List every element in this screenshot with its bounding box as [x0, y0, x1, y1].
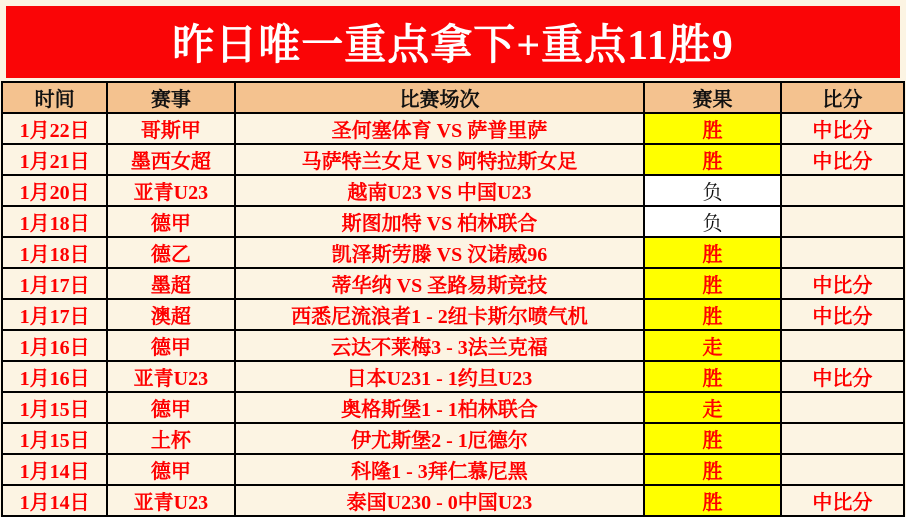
table-row: [2, 144, 904, 175]
date-cell: 1月20日: [2, 175, 107, 206]
match-cell: 云达不莱梅3 - 3法兰克福: [235, 330, 645, 361]
match-cell: 科隆1 - 3拜仁慕尼黑: [235, 454, 645, 485]
league-cell: 墨超: [107, 268, 234, 299]
league-cell: 哥斯甲: [107, 113, 234, 144]
date-cell: 1月22日: [2, 113, 107, 144]
banner-title: 昨日唯一重点拿下+重点11胜9: [6, 6, 900, 78]
result-cell: 负: [644, 206, 780, 237]
result-cell: 胜: [644, 423, 780, 454]
date-cell: 1月16日: [2, 361, 107, 392]
header-row: [2, 82, 904, 113]
table-row: [2, 330, 904, 361]
score-cell: [781, 237, 904, 268]
col-header-score: 比分: [781, 82, 904, 113]
result-cell: 走: [644, 392, 780, 423]
col-header-time: 时间: [2, 82, 107, 113]
result-cell: 走: [644, 330, 780, 361]
match-cell: 马萨特兰女足 VS 阿特拉斯女足: [235, 144, 645, 175]
table-header: [2, 82, 904, 113]
score-cell: [781, 423, 904, 454]
results-table: [1, 81, 905, 517]
score-cell: 中比分: [781, 144, 904, 175]
table-row: [2, 454, 904, 485]
table-row: [2, 268, 904, 299]
table-row: [2, 392, 904, 423]
match-cell: 斯图加特 VS 柏林联合: [235, 206, 645, 237]
league-cell: 亚青U23: [107, 361, 234, 392]
col-header-match: 比赛场次: [235, 82, 645, 113]
date-cell: 1月15日: [2, 423, 107, 454]
date-cell: 1月21日: [2, 144, 107, 175]
league-cell: 墨西女超: [107, 144, 234, 175]
league-cell: 德甲: [107, 330, 234, 361]
table-row: [2, 299, 904, 330]
table-row: [2, 423, 904, 454]
table-row: [2, 206, 904, 237]
score-cell: 中比分: [781, 113, 904, 144]
result-cell: 胜: [644, 237, 780, 268]
score-cell: 中比分: [781, 485, 904, 516]
match-cell: 伊尤斯堡2 - 1厄德尔: [235, 423, 645, 454]
table-row: [2, 113, 904, 144]
result-cell: 胜: [644, 485, 780, 516]
score-cell: [781, 206, 904, 237]
table-row: [2, 485, 904, 516]
col-header-league: 赛事: [107, 82, 234, 113]
score-cell: [781, 175, 904, 206]
score-cell: 中比分: [781, 361, 904, 392]
result-cell: 胜: [644, 144, 780, 175]
date-cell: 1月17日: [2, 268, 107, 299]
date-cell: 1月16日: [2, 330, 107, 361]
col-header-result: 赛果: [644, 82, 780, 113]
result-cell: 负: [644, 175, 780, 206]
league-cell: 德乙: [107, 237, 234, 268]
date-cell: 1月14日: [2, 454, 107, 485]
date-cell: 1月14日: [2, 485, 107, 516]
date-cell: 1月15日: [2, 392, 107, 423]
match-cell: 蒂华纳 VS 圣路易斯竞技: [235, 268, 645, 299]
league-cell: 土杯: [107, 423, 234, 454]
score-cell: 中比分: [781, 268, 904, 299]
date-cell: 1月17日: [2, 299, 107, 330]
match-cell: 日本U231 - 1约旦U23: [235, 361, 645, 392]
league-cell: 德甲: [107, 206, 234, 237]
score-cell: 中比分: [781, 299, 904, 330]
table-body: [2, 113, 904, 516]
result-cell: 胜: [644, 361, 780, 392]
score-cell: [781, 330, 904, 361]
league-cell: 德甲: [107, 454, 234, 485]
date-cell: 1月18日: [2, 206, 107, 237]
match-cell: 西悉尼流浪者1 - 2纽卡斯尔喷气机: [235, 299, 645, 330]
league-cell: 德甲: [107, 392, 234, 423]
table-row: [2, 361, 904, 392]
result-cell: 胜: [644, 113, 780, 144]
result-cell: 胜: [644, 299, 780, 330]
league-cell: 澳超: [107, 299, 234, 330]
match-cell: 圣何塞体育 VS 萨普里萨: [235, 113, 645, 144]
match-cell: 泰国U230 - 0中国U23: [235, 485, 645, 516]
score-cell: [781, 392, 904, 423]
match-cell: 奥格斯堡1 - 1柏林联合: [235, 392, 645, 423]
league-cell: 亚青U23: [107, 175, 234, 206]
score-cell: [781, 454, 904, 485]
match-cell: 凯泽斯劳滕 VS 汉诺威96: [235, 237, 645, 268]
league-cell: 亚青U23: [107, 485, 234, 516]
result-cell: 胜: [644, 454, 780, 485]
result-cell: 胜: [644, 268, 780, 299]
table-row: [2, 175, 904, 206]
match-cell: 越南U23 VS 中国U23: [235, 175, 645, 206]
date-cell: 1月18日: [2, 237, 107, 268]
table-row: [2, 237, 904, 268]
